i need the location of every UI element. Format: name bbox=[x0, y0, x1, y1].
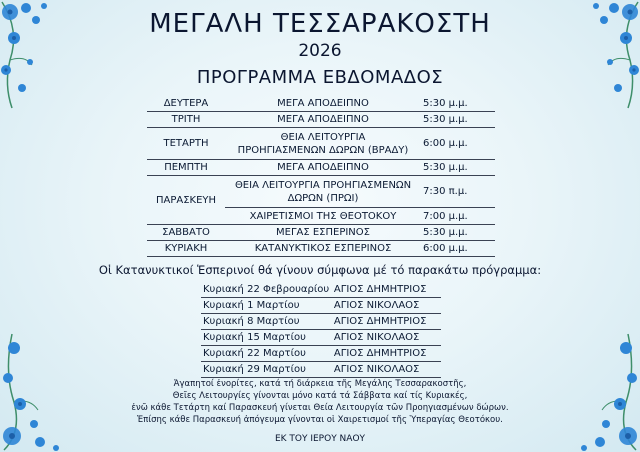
service-line: ΘΕΙΑ ΛΕΙΤΟΥΡΓΙΑ bbox=[280, 131, 366, 143]
date-cell: Κυριακή 1 Μαρτίου bbox=[203, 300, 300, 311]
day-cell: ΔΕΥΤΕΡΑ bbox=[163, 98, 209, 109]
table-row bbox=[201, 330, 441, 346]
day-cell: ΚΥΡΙΑΚΗ bbox=[164, 243, 208, 254]
year-label: 2026 bbox=[298, 41, 342, 61]
church-cell: ΑΓΙΟΣ ΔΗΜΗΤΡΙΟΣ bbox=[333, 348, 427, 359]
friday-service-row bbox=[225, 207, 495, 224]
service-cell: ΧΑΙΡΕΤΙΣΜΟΙ ΤΗΣ ΘΕΟΤΟΚΟΥ bbox=[249, 210, 397, 222]
day-cell: ΤΡΙΤΗ bbox=[171, 114, 201, 125]
friday-services bbox=[225, 176, 495, 224]
time-cell bbox=[421, 138, 495, 149]
signature: ΕΚ ΤΟΥ ΙΕΡΟΥ ΝΑΟΥ bbox=[274, 434, 366, 444]
table-row bbox=[147, 128, 495, 160]
table-row bbox=[201, 314, 441, 330]
time-value: 7:30 π.μ. bbox=[423, 186, 468, 197]
table-row bbox=[201, 282, 441, 298]
date-cell: Κυριακή 22 Μαρτίου bbox=[203, 348, 306, 359]
table-row bbox=[201, 298, 441, 314]
time-cell bbox=[421, 211, 495, 222]
footer-line: ἐνῶ κάθε Τετάρτη καί Παρασκευή γίνεται Θεία Λειτουργία τῶν Προηγιασμένων δώρων. bbox=[131, 403, 509, 413]
church-cell: ΑΓΙΟΣ ΝΙΚΟΛΑΟΣ bbox=[333, 364, 420, 375]
church-cell: ΑΓΙΟΣ ΝΙΚΟΛΑΟΣ bbox=[333, 332, 420, 343]
table-row bbox=[147, 241, 495, 257]
service-cell: ΜΕΓΑ ΑΠΟΔΕΙΠΝΟ bbox=[277, 98, 369, 109]
table-row-friday bbox=[147, 176, 495, 225]
time-value: 6:00 μ.μ. bbox=[423, 243, 468, 254]
table-row bbox=[201, 346, 441, 362]
table-row bbox=[147, 160, 495, 176]
service-cell: ΜΕΓΑΣ ΕΣΠΕΡΙΝΟΣ bbox=[276, 227, 370, 238]
time-cell bbox=[421, 186, 495, 197]
time-value: 5:30 μ.μ. bbox=[423, 162, 468, 173]
time-cell bbox=[421, 227, 495, 238]
service-cell bbox=[225, 131, 421, 157]
time-cell bbox=[421, 114, 495, 125]
time-cell bbox=[421, 162, 495, 173]
time-value: 5:30 μ.μ. bbox=[423, 114, 468, 125]
service-cell bbox=[225, 179, 421, 205]
time-value: 5:30 μ.μ. bbox=[423, 227, 468, 238]
date-cell: Κυριακή 29 Μαρτίου bbox=[203, 364, 306, 375]
footer-paragraph bbox=[90, 378, 550, 426]
time-value: 6:00 μ.μ. bbox=[423, 138, 468, 149]
day-cell: ΠΕΜΠΤΗ bbox=[164, 162, 208, 173]
table-row bbox=[147, 96, 495, 112]
table-row bbox=[147, 112, 495, 128]
service-line: ΘΕΙΑ ΛΕΙΤΟΥΡΓΙΑ bbox=[234, 179, 320, 191]
day-cell: ΤΕΤΑΡΤΗ bbox=[163, 138, 209, 149]
time-value: 7:00 μ.μ. bbox=[423, 210, 468, 222]
sunday-vespers-table bbox=[201, 282, 441, 378]
table-row bbox=[147, 225, 495, 241]
weekly-schedule-table bbox=[147, 96, 495, 257]
footer-line: Ἀγαπητοί ἐνορίτες, κατά τή διάρκεια τῆς Μεγάλης Τεσσαρακοστῆς, bbox=[173, 379, 467, 389]
date-cell: Κυριακή 8 Μαρτίου bbox=[203, 316, 300, 327]
footer-line: Θεῖες Λειτουργίες γίνονται μόνο κατά τά Σάββατα καί τίς Κυριακές, bbox=[172, 391, 468, 401]
date-cell: Κυριακή 15 Μαρτίου bbox=[203, 332, 306, 343]
church-cell: ΑΓΙΟΣ ΔΗΜΗΤΡΙΟΣ bbox=[333, 284, 427, 295]
day-cell: ΠΑΡΑΣΚΕΥΗ bbox=[155, 194, 217, 206]
time-value: 5:30 μ.μ. bbox=[423, 98, 468, 109]
time-cell bbox=[421, 243, 495, 254]
service-line: ΠΡΟΗΓΙΑΣΜΕΝΩΝ ΔΩΡΩΝ (ΒΡΑΔΥ) bbox=[237, 144, 409, 156]
service-line: ΠΡΟΗΓΙΑΣΜΕΝΩΝ ΔΩΡΩΝ (ΠΡΩΙ) bbox=[287, 179, 412, 204]
page-title: ΜΕΓΑΛΗ ΤΕΣΣΑΡΑΚΟΣΤΗ bbox=[149, 9, 491, 39]
service-cell: ΚΑΤΑΝΥΚΤΙΚΟΣ ΕΣΠΕΡΙΝΟΣ bbox=[254, 243, 392, 254]
footer-line: Ἐπίσης κάθε Παρασκευή ἀπόγευμα γίνονται οἱ Χαιρετισμοί τῆς Ὑπεραγίας Θεοτόκου. bbox=[137, 415, 503, 425]
page-subtitle: ΠΡΟΓΡΑΜΜΑ ΕΒΔΟΜΑΔΟΣ bbox=[196, 67, 444, 88]
church-cell: ΑΓΙΟΣ ΝΙΚΟΛΑΟΣ bbox=[333, 300, 420, 311]
vespers-note: Οἱ Κατανυκτικοί Ἑσπερινοί θά γίνουν σύμφωνα μέ τό παρακάτω πρόγραμμα: bbox=[98, 263, 542, 277]
service-cell: ΜΕΓΑ ΑΠΟΔΕΙΠΝΟ bbox=[277, 162, 369, 173]
service-cell: ΜΕΓΑ ΑΠΟΔΕΙΠΝΟ bbox=[277, 114, 369, 125]
church-cell: ΑΓΙΟΣ ΔΗΜΗΤΡΙΟΣ bbox=[333, 316, 427, 327]
table-row bbox=[201, 362, 441, 378]
friday-service-row bbox=[225, 176, 495, 207]
date-cell: Κυριακή 22 Φεβρουαρίου bbox=[203, 284, 330, 295]
day-cell: ΣΑΒΒΑΤΟ bbox=[162, 227, 210, 238]
time-cell bbox=[421, 98, 495, 109]
